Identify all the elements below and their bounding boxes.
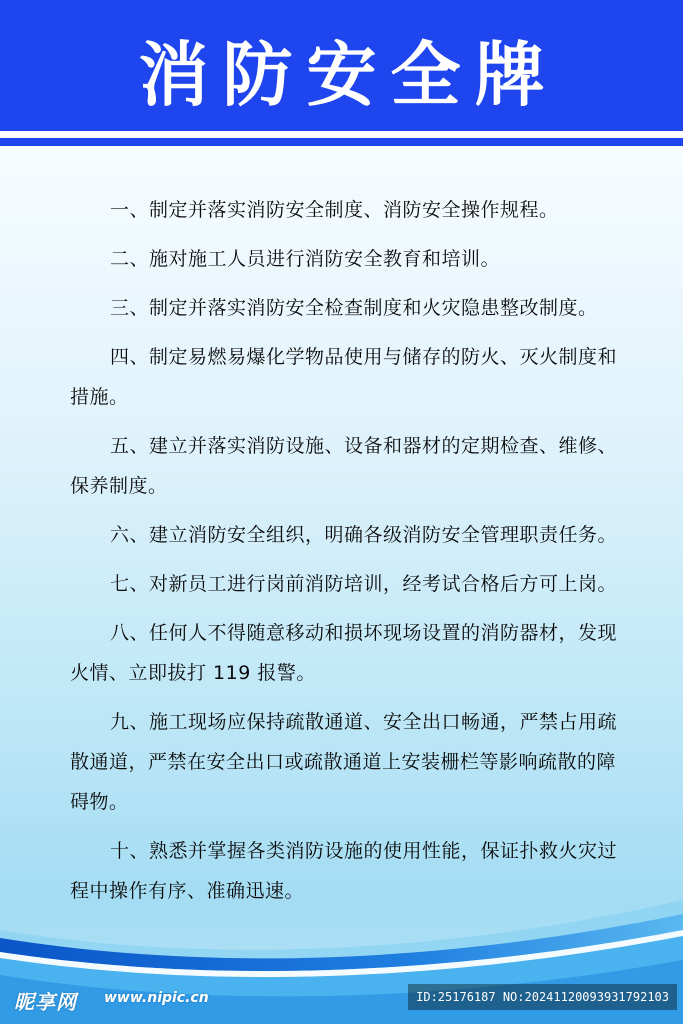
header-banner bbox=[0, 0, 683, 131]
rule-item-4: 四、制定易燃易爆化学物品使用与储存的防火、灭火制度和措施。 bbox=[70, 346, 618, 408]
rules-list bbox=[70, 190, 630, 920]
rule-item-3: 三、制定并落实消防安全检查制度和火灾隐患整改制度。 bbox=[110, 297, 598, 319]
rule-item-1: 一、制定并落实消防安全制度、消防安全操作规程。 bbox=[110, 199, 559, 221]
header-divider-blue bbox=[0, 138, 683, 146]
header-divider-white bbox=[0, 131, 683, 138]
rule-item-5: 五、建立并落实消防设施、设备和器材的定期检查、维修、保养制度。 bbox=[70, 435, 618, 497]
rule-item-9: 九、施工现场应保持疏散通道、安全出口畅通，严禁占用疏散通道，严禁在安全出口或疏散通道上安装栅栏等影响疏散的障碍物。 bbox=[70, 711, 618, 813]
watermark-logo: 昵享网 bbox=[14, 990, 77, 1014]
rule-item-7: 七、对新员工进行岗前消防培训，经考试合格后方可上岗。 bbox=[110, 573, 618, 595]
watermark-url: www.nipic.cn bbox=[104, 990, 209, 1006]
watermark-id: ID:25176187 NO:20241120093931792103 bbox=[408, 984, 677, 1010]
rule-item-2: 二、施对施工人员进行消防安全教育和培训。 bbox=[110, 248, 501, 270]
rule-item-10: 十、熟悉并掌握各类消防设施的使用性能，保证扑救火灾过程中操作有序、准确迅速。 bbox=[70, 840, 618, 902]
rule-item-6: 六、建立消防安全组织，明确各级消防安全管理职责任务。 bbox=[110, 524, 618, 546]
page-title: 消防安全牌 bbox=[138, 34, 559, 116]
rule-item-8: 八、任何人不得随意移动和损坏现场设置的消防器材，发现火情、立即拔打 119 报警。 bbox=[70, 622, 618, 684]
